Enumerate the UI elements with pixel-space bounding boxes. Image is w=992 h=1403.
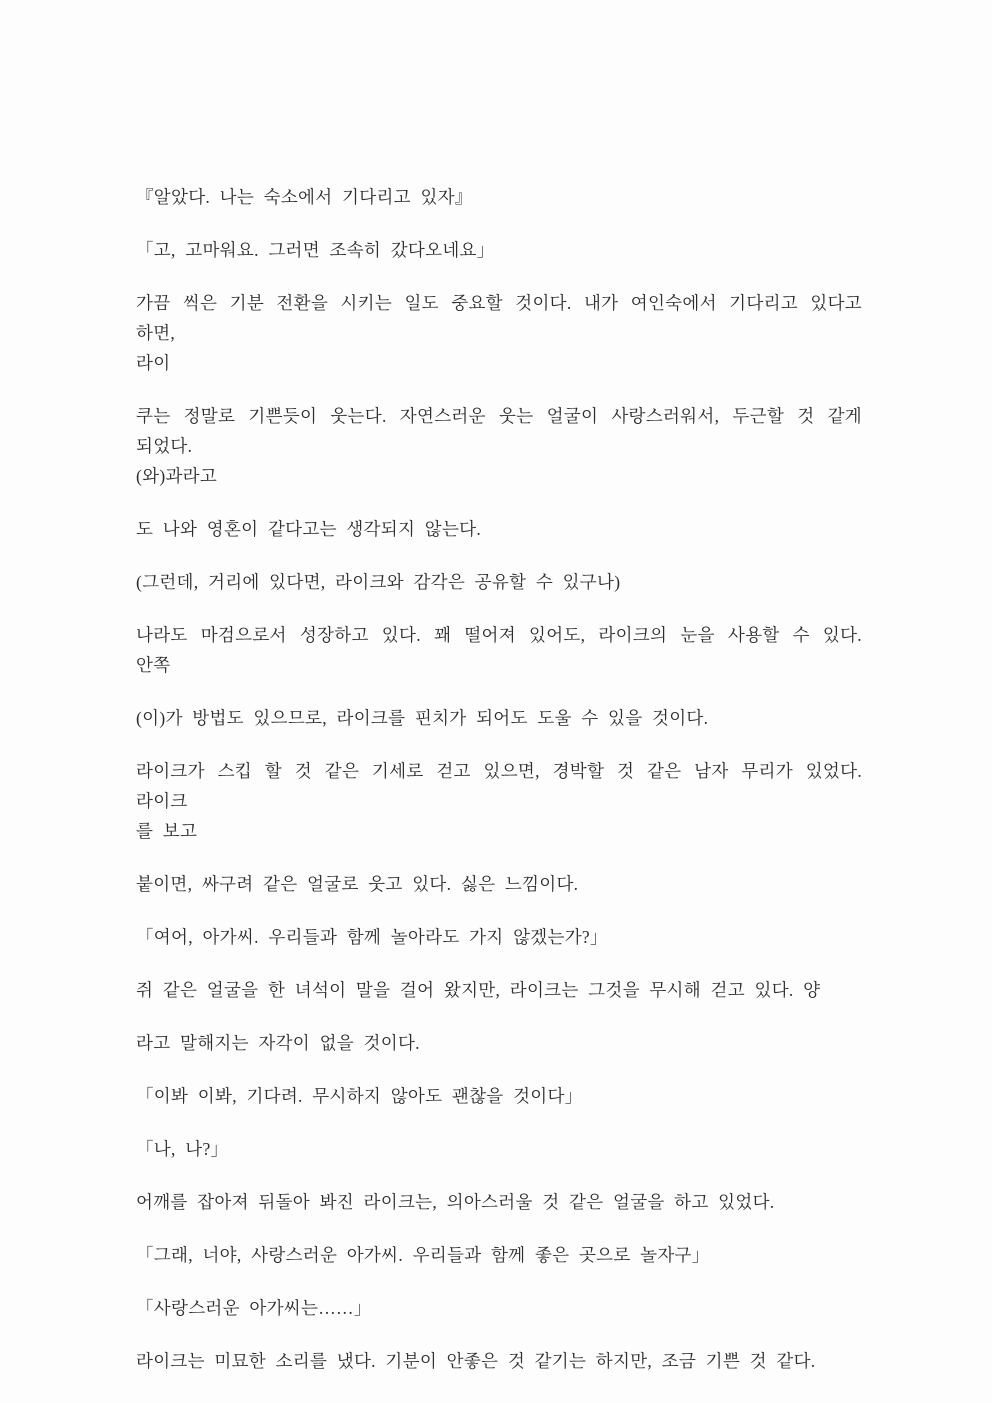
text-line: 「사랑스러운 아가씨는……」	[136, 1298, 372, 1318]
paragraph	[136, 1081, 862, 1111]
text-line: (이)가 방법도 있으므로, 라이크를 핀치가 되어도 도울 수 있을 것이다.	[136, 708, 709, 728]
text-line: 라고 말해지는 자각이 없을 것이다.	[136, 1033, 420, 1053]
paragraph	[136, 620, 862, 680]
text-line: 「고, 고마워요. 그러면 조속히 갔다오네요」	[136, 240, 495, 260]
paragraph	[136, 975, 862, 1005]
text-line: 붙이면, 싸구려 같은 얼굴로 웃고 있다. 싫은 느낌이다.	[136, 874, 579, 894]
text-line: 「나, 나?」	[136, 1139, 229, 1159]
paragraph	[136, 703, 862, 733]
text-line: 어깨를 잡아져 뒤돌아 봐진 라이크는, 의아스러울 것 같은 얼굴을 하고 있었다.	[136, 1192, 775, 1212]
paragraph	[136, 1028, 862, 1058]
text-line: 를 보고	[136, 821, 198, 841]
text-line: 라이크가 스킵 할 것 같은 기세로 걷고 있으면, 경박할 것 같은 남자 무리가 있었다. 라이크	[136, 761, 862, 811]
paragraph	[136, 567, 862, 597]
text-line: 「그래, 너야, 사랑스러운 아가씨. 우리들과 함께 좋은 곳으로 놀자구」	[136, 1245, 710, 1265]
text-line: 도 나와 영혼이 같다고는 생각되지 않는다.	[136, 519, 482, 539]
paragraph	[136, 1240, 862, 1270]
paragraph	[136, 869, 862, 899]
text-line: 쥐 같은 얼굴을 한 녀석이 말을 걸어 왔지만, 라이크는 그것을 무시해 걷고 있다. 양	[136, 980, 821, 1000]
text-line: (와)과라고	[136, 466, 218, 486]
text-line: 라이크는 미묘한 소리를 냈다. 기분이 안좋은 것 같기는 하지만, 조금 기쁜 것 같다.	[136, 1351, 816, 1371]
text-body	[136, 182, 862, 1399]
paragraph	[136, 182, 862, 212]
paragraph	[136, 922, 862, 952]
paragraph	[136, 235, 862, 265]
text-line: (그런데, 거리에 있다면, 라이크와 감각은 공유할 수 있구나)	[136, 572, 621, 592]
text-line: 쿠는 정말로 기쁜듯이 웃는다. 자연스러운 웃는 얼굴이 사랑스러워서, 두근할 것 같게 되었다.	[136, 406, 862, 456]
paragraph	[136, 1187, 862, 1217]
paragraph	[136, 1293, 862, 1323]
paragraph	[136, 1134, 862, 1164]
paragraph	[136, 514, 862, 544]
paragraph	[136, 288, 862, 378]
text-line: 가끔 씩은 기분 전환을 시키는 일도 중요할 것이다. 내가 여인숙에서 기다리고 있다고 하면,	[136, 293, 862, 343]
paragraph	[136, 756, 862, 846]
paragraph	[136, 401, 862, 491]
text-line: 「여어, 아가씨. 우리들과 함께 놀아라도 가지 않겠는가?」	[136, 927, 608, 947]
text-line: 라이	[136, 353, 171, 373]
text-line: 나라도 마검으로서 성장하고 있다. 꽤 떨어져 있어도, 라이크의 눈을 사용할 수 있다. 안쪽	[136, 625, 862, 675]
paragraph	[136, 1346, 862, 1376]
text-line: 「이봐 이봐, 기다려. 무시하지 않아도 괜찮을 것이다」	[136, 1086, 583, 1106]
text-line: 『알았다. 나는 숙소에서 기다리고 있자』	[136, 187, 473, 207]
